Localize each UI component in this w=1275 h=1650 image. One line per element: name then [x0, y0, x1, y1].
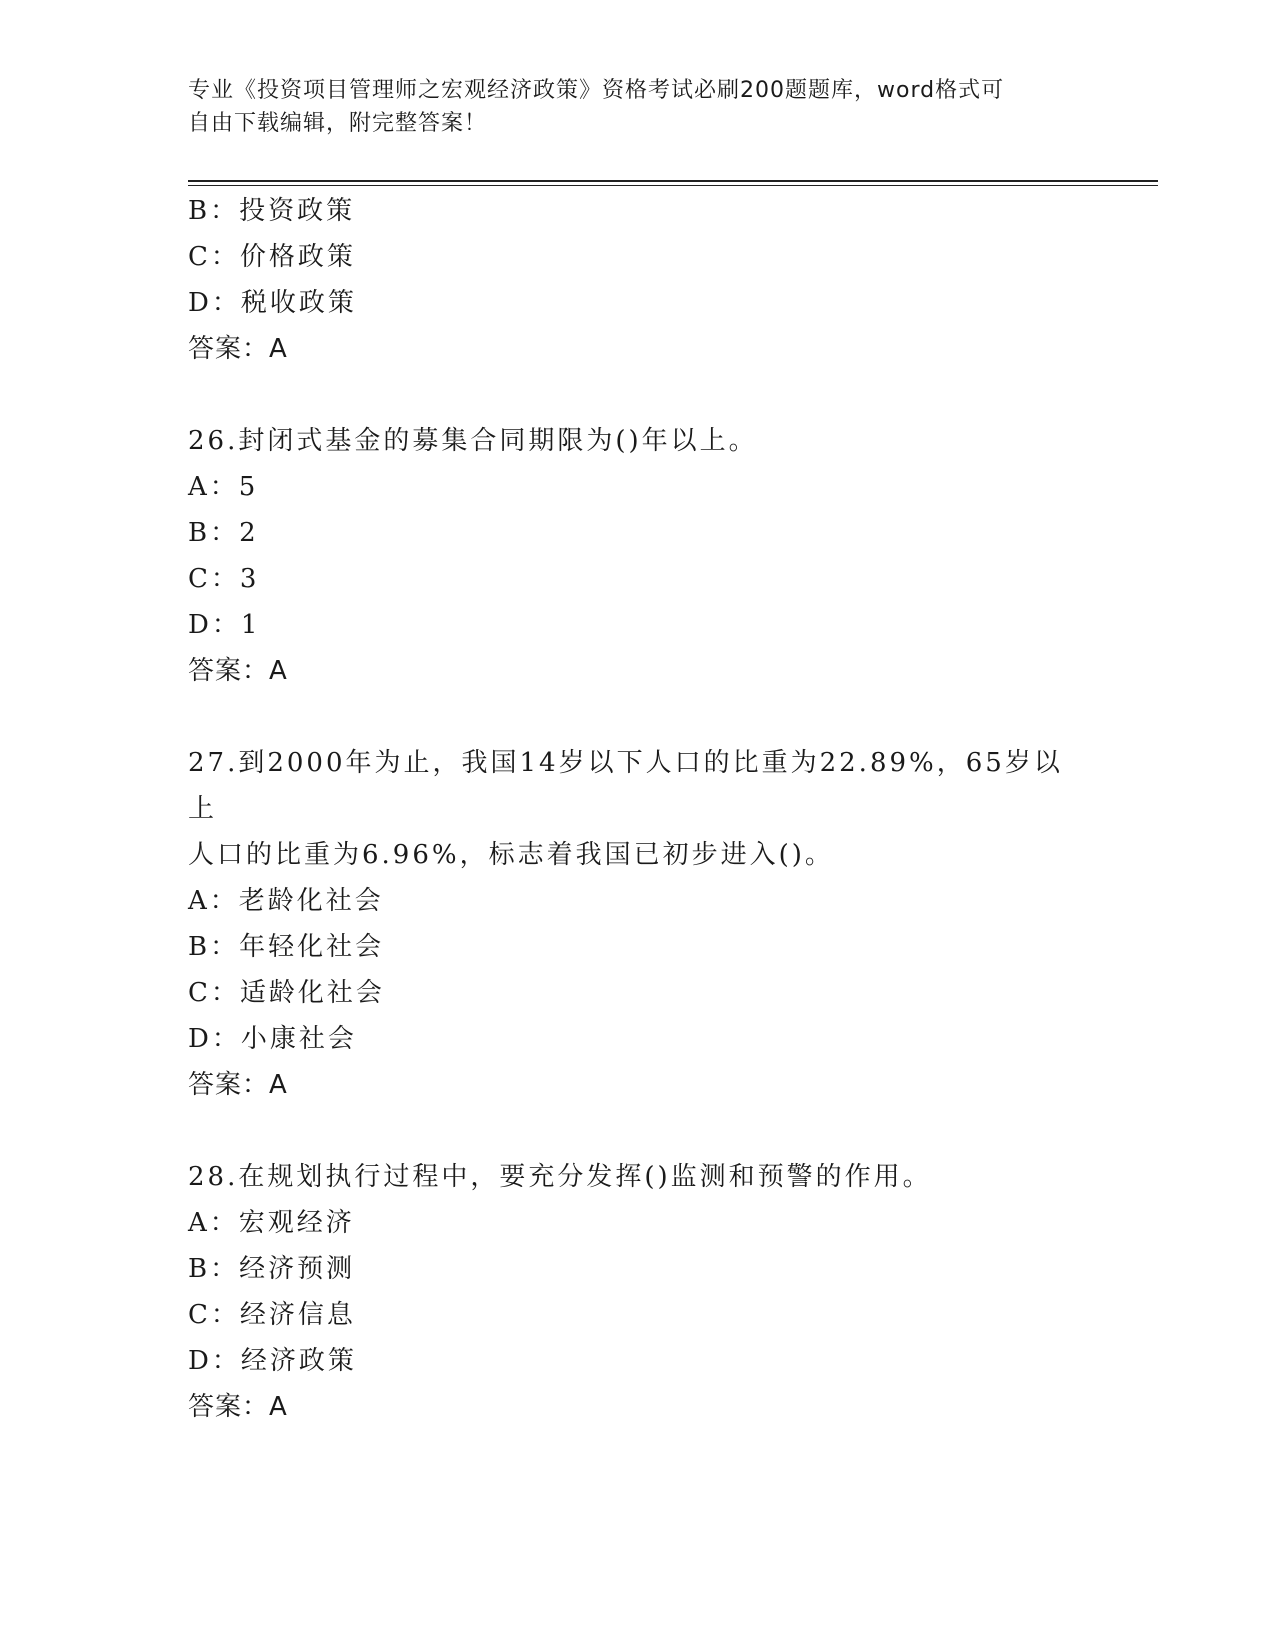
option-d: D：1 — [188, 610, 261, 640]
question-text: 26.封闭式基金的募集合同期限为()年以上。 — [188, 426, 758, 456]
option-d: D：经济政策 — [188, 1346, 357, 1376]
question-text-line-2: 人口的比重为6.96%，标志着我国已初步进入()。 — [188, 840, 834, 870]
question-list — [188, 188, 1088, 1430]
question-text-line-1: 27.到2000年为止，我国14岁以下人口的比重为22.89%，65岁以上 — [188, 748, 1063, 824]
answer-label: 答案：A — [188, 1392, 288, 1422]
header-line-1: 专业《投资项目管理师之宏观经济政策》资格考试必刷200题题库，word格式可 — [188, 78, 1005, 103]
option-b: B：经济预测 — [188, 1254, 356, 1284]
option-b: B：2 — [188, 518, 259, 548]
question-block-26 — [188, 418, 1088, 694]
answer-label: 答案：A — [188, 1070, 288, 1100]
header-divider — [188, 180, 1158, 186]
option-d: D：税收政策 — [188, 288, 357, 318]
answer-label: 答案：A — [188, 656, 288, 686]
option-c: C：3 — [188, 564, 260, 594]
option-b: B：年轻化社会 — [188, 932, 385, 962]
option-c: C：经济信息 — [188, 1300, 356, 1330]
option-a: A：5 — [188, 472, 259, 502]
answer-label: 答案：A — [188, 334, 288, 364]
option-b: B：投资政策 — [188, 196, 356, 226]
option-a: A：宏观经济 — [188, 1208, 355, 1238]
option-c: C：适龄化社会 — [188, 978, 385, 1008]
question-block-27 — [188, 740, 1088, 1108]
option-a: A：老龄化社会 — [188, 886, 384, 916]
spacer — [188, 694, 1088, 740]
spacer — [188, 372, 1088, 418]
question-block-25 — [188, 188, 1088, 372]
option-c: C：价格政策 — [188, 242, 356, 272]
option-d: D：小康社会 — [188, 1024, 357, 1054]
header-line-2: 自由下载编辑，附完整答案！ — [188, 111, 488, 136]
document-header — [188, 74, 1068, 140]
question-text: 28.在规划执行过程中，要充分发挥()监测和预警的作用。 — [188, 1162, 932, 1192]
spacer — [188, 1108, 1088, 1154]
question-block-28 — [188, 1154, 1088, 1430]
